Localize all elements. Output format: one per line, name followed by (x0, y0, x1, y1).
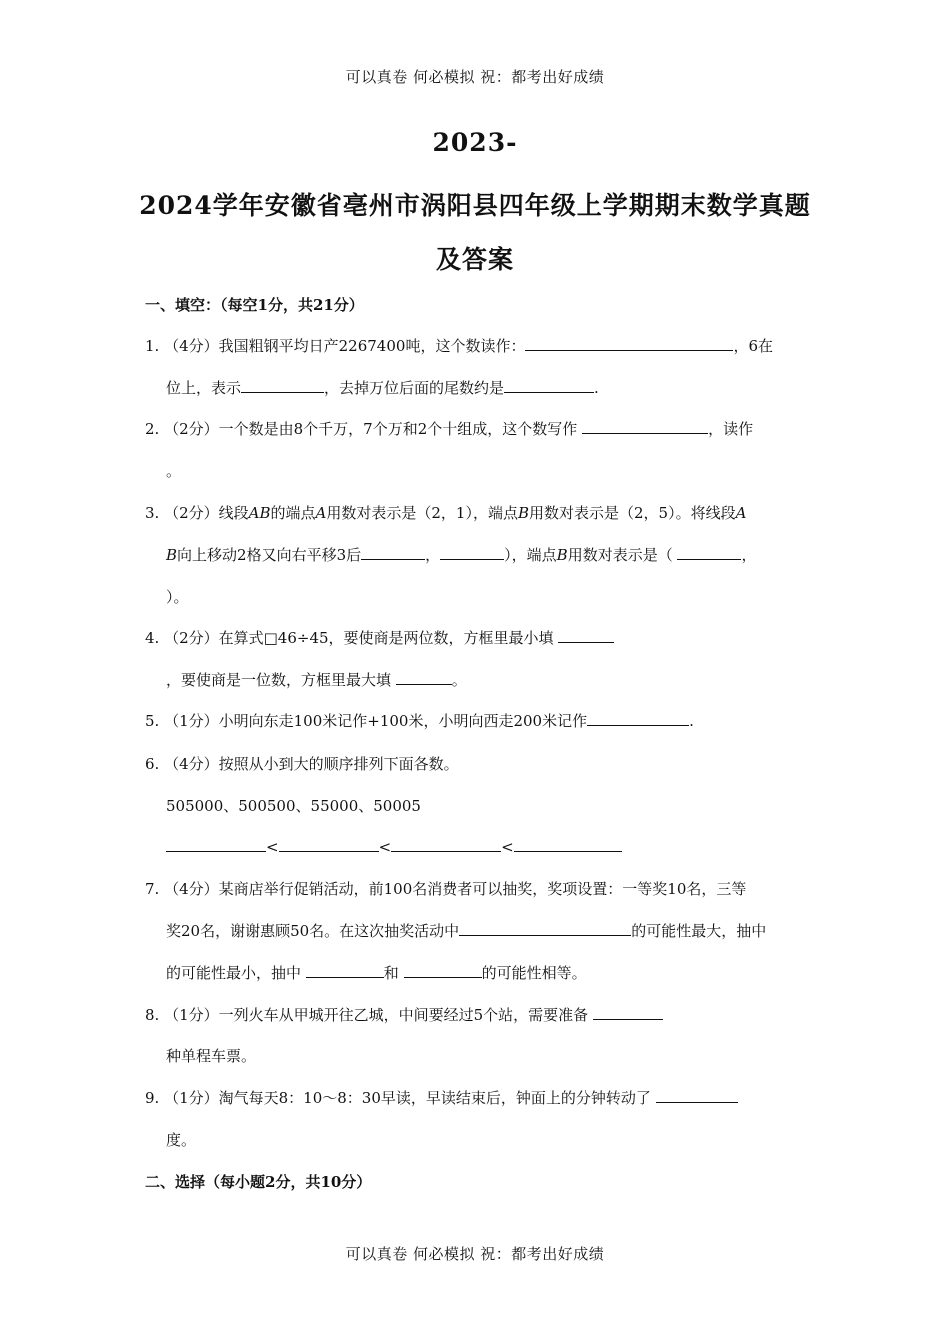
answer-blank (306, 963, 384, 978)
answer-blank (525, 336, 733, 351)
answer-blank (677, 545, 741, 560)
question-1: 1. （4分）我国粗钢平均日产2267400吨，这个数读作： ，6在 (145, 337, 773, 355)
question-5: 5. （1分）小明向东走100米记作+100米，小明向西走200米记作 . (145, 712, 694, 730)
answer-blank (440, 545, 504, 560)
question-2: 2. （2分）一个数是由8个千万，7个万和2个十组成，这个数写作 ，读作 (145, 420, 754, 438)
answer-blank (166, 837, 266, 852)
answer-blank (361, 545, 425, 560)
title-line-3: 及答案 (435, 245, 514, 274)
answer-blank (279, 837, 379, 852)
answer-blank (587, 711, 689, 726)
question-7: 7. （4分）某商店举行促销活动，前100名消费者可以抽奖，奖项设置：一等奖10名，三等 (145, 880, 747, 898)
answer-blank (558, 628, 614, 643)
answer-blank (241, 378, 324, 393)
question-2-line-2: 。 (166, 462, 182, 480)
question-3-line-3: ）。 (166, 588, 189, 606)
question-1-line-2: 位上，表示 ，去掉万位后面的尾数约是 . (166, 379, 599, 397)
question-9: 9. （1分）淘气每天8：10～8：30早读，早读结束后，钟面上的分钟转动了 (145, 1088, 738, 1108)
answer-blank (656, 1088, 738, 1103)
answer-blank (593, 1005, 663, 1020)
question-8: 8. （1分）一列火车从甲城开往乙城，中间要经过5个站，需要准备 (145, 1005, 663, 1025)
question-6: 6. （4分）按照从小到大的顺序排列下面各数。 (145, 755, 459, 773)
question-4-line-2: ，要使商是一位数，方框里最大填 。 (166, 671, 467, 689)
question-6-numbers: 505000、500500、55000、50005 (166, 797, 421, 815)
answer-blank (582, 419, 708, 434)
answer-blank (404, 963, 482, 978)
title-line-1: 2023- (432, 128, 518, 157)
answer-blank (391, 837, 501, 852)
page-footer: 可以真卷 何必模拟 祝：都考出好成绩 (345, 1245, 605, 1263)
page-header: 可以真卷 何必模拟 祝：都考出好成绩 (345, 68, 605, 86)
question-6-order-blanks: < < < (166, 837, 622, 857)
question-3: 3. （2分）线段AB的端点A用数对表示是（2，1），端点B用数对表示是（2，5）。将线段A (145, 504, 747, 522)
section-choice-title: 二、选择（每小题2分，共10分） (145, 1173, 372, 1191)
title-line-2: 2024学年安徽省亳州市涡阳县四年级上学期期末数学真题 (139, 191, 811, 220)
question-8-line-2: 种单程车票。 (166, 1047, 257, 1065)
question-3-line-2: B向上移动2格又向右平移3后 ， ），端点B用数对表示是（ ， (166, 546, 757, 564)
question-7-line-2: 奖20名，谢谢惠顾50名。在这次抽奖活动中 的可能性最大，抽中 (166, 922, 767, 940)
answer-blank (514, 837, 622, 852)
question-9-line-2: 度。 (166, 1131, 197, 1149)
section-fill-title: 一、填空：（每空1分，共21分） (145, 296, 364, 314)
question-number: 1. (145, 337, 160, 355)
question-4: 4. （2分）在算式□46÷45，要使商是两位数，方框里最小填 (145, 628, 614, 648)
answer-blank (459, 921, 631, 936)
answer-blank (504, 378, 594, 393)
question-7-line-3: 的可能性最小，抽中 和 的可能性相等。 (166, 964, 587, 982)
answer-blank (396, 670, 452, 685)
